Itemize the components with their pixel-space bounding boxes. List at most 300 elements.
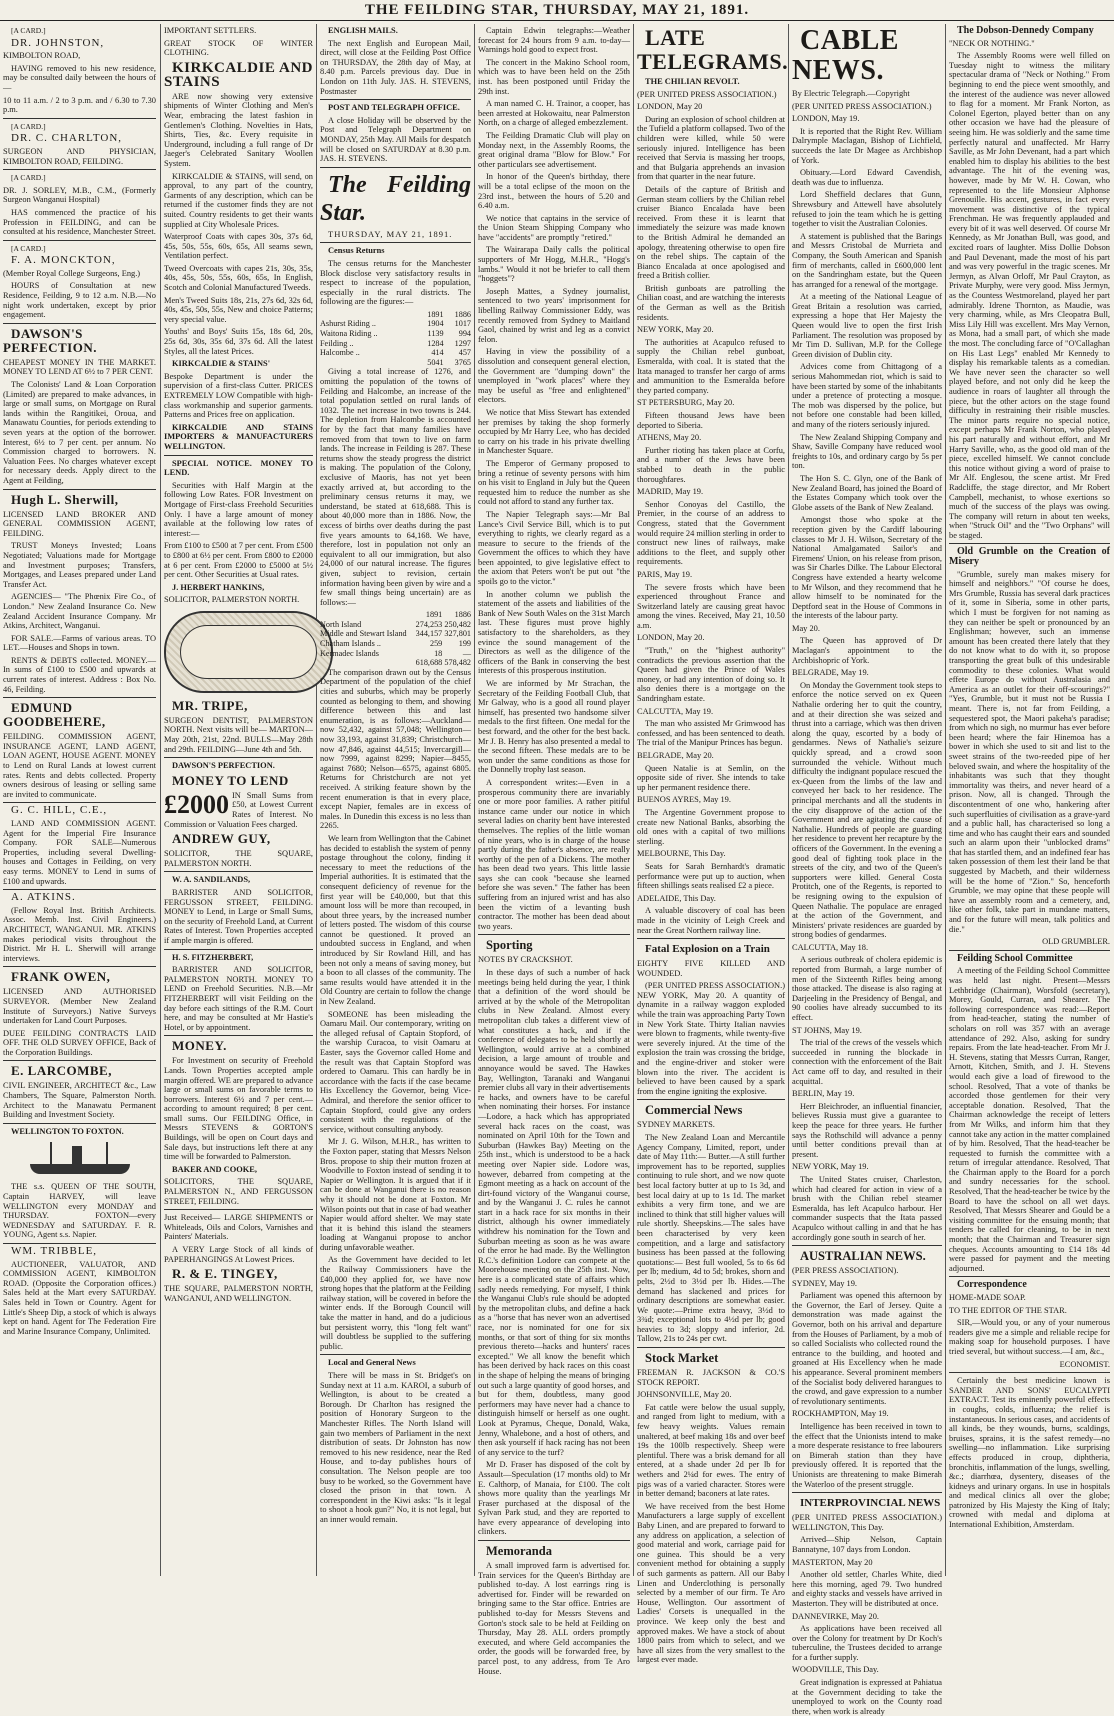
card-body: HAVING removed to his new residence, may be consulted daily between the hours of— xyxy=(3,63,156,92)
table-cell: 1886 xyxy=(454,610,471,620)
ad-subtitle: LICENSED LAND BROKER AND GENERAL COMMISSION AGENT, FEILDING. xyxy=(3,509,156,538)
table-cell: Halcombe .. xyxy=(320,348,360,358)
article-paragraph: Parliament was opened this afternoon by the Governor, the Earl of Jersey. Quite a demonstration was made against the Governor, both on his arrival and departure from the Houses of Parliament, by a mob of so called Socialists who collected round the entrance to the building, and hooted and groaned at His Excellency when he made his appearance. Several prominent members of the Socialist body delivered harangues to the crowd, and gave expression to a number of revolutionary sentiments. xyxy=(792,1291,942,1406)
ad-body: LICENSED AND AUTHORISED SURVEYOR. (Member New Zealand Institute of Surveyors.) Native Surveys undertaken for Land Court Purposes. xyxy=(3,987,156,1026)
ad-title: BAKER AND COOKE, xyxy=(172,1164,257,1174)
ad-body: Men's Tweed Suits 18s, 21s, 27s 6d, 32s 6d, 40s, 45s, 50s, 55s, New and choice Patterns; very special value. xyxy=(164,295,313,324)
ad-body: DUEE FEILDING CONTRACTS LAID OFF. THE OLD SURVEY OFFICE, Back of the Corporation Buildings. xyxy=(3,1028,156,1057)
article-paragraph: Seats for Sarah Bernhardt's dramatic performance were put up to auction, when fifteen shillings seats realised £2 a piece. xyxy=(637,861,785,891)
article-paragraph: Further rioting has taken place at Corfu, and a number of the Jews have been stabbed to death in the public thoroughfares. xyxy=(637,445,785,484)
article-paragraph: A small improved farm is advertised for. Train services for the Queen's Birthday are published to-day. A lost earrings ring is advertised for. Finder will be rewarded on bringing same to the Star office. Entries are published to-day for Messrs Stevens and Gorton's stock sale to be held at Feilding on Thursday, May 28. ALL orders promptly executed, and where Geld accompanies the order, the goods will be forwarded free, by parcel post, to any address, from Te Aro House. xyxy=(478,1561,630,1676)
section-heading: The Dobson-Dennedy Company xyxy=(957,25,1094,36)
article-paragraph: Great indignation is expressed at Pahiatua at the Government deciding to take the unemployed to work on the County road there, when work is already xyxy=(792,1678,942,1716)
section-subheading: NOTES BY CRACKSHOT. xyxy=(478,955,573,965)
dateline: WOODVILLE, This Day. xyxy=(792,1665,879,1675)
article-paragraph: Giving a total increase of 1276, and omitting the population of the towns of Feilding and Halcombe, an increase of the total population settled on rural lands of 1032. The net increase in two towns is 244. The depletion from Halcombe is accounted for by the fact that many families have removed from that town to live on farm lands. The increase in Feilding is 287. These returns show the steady progress the district is making. The population of the Colony, exclusive of Maoris, has not yet been exactly arrived at, but according to the preliminary census returns it may, we understand, be stated at 618,688. This is about 40,000 more than in 1886. Now, the excess of births over deaths during the past five years amounts to 64,168. We have, therefore, lost in population not only an equivalent to all our immigration, but also 24,000 of our natural increase. The figures given, subject to revision, certain information having been given by wire and a few small things being uncertain) are as follows:— xyxy=(320,367,471,607)
ad-body: FEILDING. COMMISSION AGENT, INSURANCE AGENT, LAND AGENT, LOAN AGENT, HOUSE AGENT. MONEY to Lend on Rural Lands at lowest current rates. Rents and debts collected. Property owners desirous of leasing or selling same are invited to communicate. xyxy=(3,732,156,799)
article-paragraph: We are informed by Mr Strachan, the Secretary of the Feilding Football Club, that Mr Galway, who is a good all round player himself, has presented two handsome silver medals to the first fifteen. One medal for the best forward, and the other for the best back. Mr J. B. Henry has also presented a medal to the second fifteen. These medals are to be won under the same conditions as those for the Donnelly trophy last season. xyxy=(478,679,630,775)
section-subheading: By Electric Telegraph.—Copyright xyxy=(792,89,910,98)
article-paragraph: Certainly the best medicine known is SANDER AND SONS' EUCALYPTI EXTRACT. Test its eminently powerful effects in coughs, colds, influenza; the relief is instantaneous. In serious cases, and accidents of all kinds, be they wounds, burns, scaldings, bruises, sprains, it is the safest remedy—no swelling—no inflammation. Like surprising effects produced in croup, diphtheria, bronchitis, inflammation of the lungs, swelling, &c.; diarrhœa, dysentery, diseases of the kidneys and urinary organs. In use in hospitals and medical clinics all over the globe; patronized by His Majesty the King of Italy; crowned with medal and diploma at International Exhibition, Amsterdam. xyxy=(949,1376,1110,1530)
article-paragraph: SOMEONE has been misleading the Oamaru Mail. Our contemporary, writing on the alleged refusal of Captain Stopford, of the warship Curacoa, to visit Oamaru at Easter, says the Governor called Home and the result was that Captain Stopford was ordered to Oamaru. This can hardly be in accordance with the facts if the case became His Excellency the Governor, being Vice-Admiral, and therefore the senior officer to Captain Stopford, could give any orders consistent with the regulations of the service, without consulting anybody. xyxy=(320,1009,471,1134)
article-paragraph: Another old settler, Charles White, died here this morning, aged 79. Two hundred and eighty stacks and vessels have arrived in Masterton. They will be distributed at once. xyxy=(792,1570,943,1608)
ad-title: FRANK OWEN, xyxy=(11,969,111,985)
table-cell: 1284 xyxy=(427,338,444,348)
section-heading: LATE TELEGRAMS. xyxy=(637,25,789,74)
divider xyxy=(164,949,313,950)
ad-body: Tweed Overcoats with capes 21s, 30s, 35s, 40s, 45s, 50s, 55s, 60s, 65s, In English, Scotch and Colonial Manufactured Tweeds. xyxy=(164,263,313,293)
ad-body: KIRKCALDIE & STAINS, will send, on approval, to any part of the country, Garments of any description, which can be returned if the customer finds they are not suited. Country residents to get their wants supplied at City Wholesale Prices. xyxy=(164,171,313,229)
dateline: BELGRADE, May 19. xyxy=(792,668,869,678)
ad-title: KIRKCALDIE AND STAINS xyxy=(164,59,313,90)
ad-subtitle: SOLICITOR, PALMERSTON NORTH. xyxy=(164,595,300,605)
article-paragraph: The Napier Telegraph says:—Mr Bal Lance's Civil Service Bill, which is to put everything to rights, we clearly regard as a measure to secure to the friends of the Government the offices to which they have been appointed, to give legislative effect to the axiom that Peters won't be put out "the spoils go to the victor." xyxy=(478,509,630,587)
table-row xyxy=(320,620,471,630)
ad-title: KIRKCALDIE AND STAINS IMPORTERS & MANUFACTURERS WELLINGTON. xyxy=(164,422,313,451)
column-rule xyxy=(160,24,161,1576)
card-body: HAS commenced the practice of his Profession in FEILDING, and can be consulted at his residence, Manchester Street. xyxy=(3,207,156,237)
article-paragraph: Details of the capture of British and German steam colliers by the Chilian rebel cruiser Bianco Encalada have been received. From these it is learnt that immediately the seizure was made known to the British Admiral he demanded an apology, threatening otherwise to open fire on the rebel ships. The captain of the Bianco Encalada at once apologised and freed a British collier. xyxy=(637,184,785,281)
table-cell: 1904 xyxy=(427,319,444,329)
divider xyxy=(320,167,471,168)
dateline: ADELAIDE, This Day. xyxy=(637,893,716,903)
ad-body: BARRISTER AND SOLICITOR, FERGUSSON STREET, FEILDING. MONEY to Lend, in Large or Small Sums, on the security of Freehold Land, at Current Rates of Interest. Town Properties accepted if ample margin is offered. xyxy=(164,888,313,945)
divider xyxy=(3,1123,156,1124)
dateline: DANNEVIRKE, May 20. xyxy=(792,1611,879,1621)
paper-title: The Feilding Star. xyxy=(320,171,471,226)
divider xyxy=(949,1276,1110,1277)
dateline: BUENOS AYRES, May 19. xyxy=(637,795,731,805)
article-paragraph: It is reported that the Right Rev. William Dalrymple Maclagan, Bishop of Lichfield, succeeds the late Dr Magee as Archbishop of York. xyxy=(792,126,942,165)
column-6 xyxy=(792,25,943,1716)
article-paragraph: At a meeting of the National League of Great Britain a resolution was carried, expressing a hope that Her Majesty the Queen would live to open the first Irish Parliament. The resolution was proposed by Mr Tim D. Sullivan, M.P. for the College Green division of Dublin city. xyxy=(792,292,942,359)
dateline: CALCUTTA, May 19. xyxy=(637,706,714,716)
divider xyxy=(792,1245,942,1246)
table-cell: 618,688 xyxy=(415,658,443,668)
article-paragraph: A statement is published that the Barings and Messrs Cristobal de Murrieta and Company, the South American and Spanish firm of merchants, called in £600,000 lent on the Sandringham estate, but the Queen has arranged for a renewal of the mortgage. xyxy=(792,231,942,289)
article-paragraph: Queen Natalie is at Semlin, on the opposite side of river. She intends to take up her permanent residence there. xyxy=(637,763,785,792)
divider xyxy=(164,871,313,872)
ad-title: WELLINGTON TO FOXTON. xyxy=(11,1126,124,1136)
ad-title: SPECIAL NOTICE. MONEY TO LEND. xyxy=(164,458,313,478)
card-name: F. A. MONCKTON, xyxy=(11,254,116,267)
dateline: ST PETERSBURG, May 20. xyxy=(637,398,735,408)
article-paragraph: On Monday the Government took steps to enforce the notice served on ex Queen Nathalie ordering her to quit the country, and at their direction she was seized and thrust into a carriage, which was then driven along the quay, escorted by a body of gendarmes. News of Nathalie's seizure quickly spread, and a crowd soon surrounded the vehicle. Without much difficulty the indignant populace rescued the ex-Queen from the limbs of the law and conveyed her back to her residence. The principal merchants and all the students in the city disapprove of the action of the Government and are agitating the cause of Nathalie. Hundreds of people are guarding her residence to prevent her recapture by the officers of the Government. In the evening a good deal of fighting took place in the streets of the city, and two of the Queen's supporters were killed. General Costa Protitch, one of the Regents, is reported to be resigning owing to the expulsion of Queen Nathalie. The populace are enraged at the action of the Government, and Ministers' private residences are guarded by strong bodies of gendarmes. xyxy=(792,680,942,940)
dentures-illustration xyxy=(164,611,333,693)
dateline: ATHENS, May 20. xyxy=(637,433,702,443)
article-paragraph: The trial of the crews of the vessels which succeeded in running the blockade in connection with the enforcement of the Bait Act came off to day, and resulted in their acquittal. xyxy=(792,1038,942,1086)
article-paragraph: Captain Edwin telegraphs:—Weather forecast for 24 hours from 9 a.m. to-day— Warnings hold good to expect frost. xyxy=(478,26,630,55)
table-cell: — xyxy=(462,648,471,658)
divider xyxy=(3,966,156,967)
dateline: ROCKHAMPTON, May 19. xyxy=(792,1409,889,1419)
article-paragraph: Joseph Mattes, a Sydney journalist, sentenced to two years' imprisonment for libelling Railway Commissioner Eddy, was recently removed from Sydney to Maitland Gaol, chained by wrist and leg as a convict felon. xyxy=(478,286,630,344)
card-address: SURGEON AND PHYSICIAN, KIMBOLTON ROAD, FEILDING. xyxy=(3,146,156,166)
article-paragraph: The comparison drawn out by the Census Department of the population of the chief cities and suburbs, which may be properly counted as belonging to them, and showing difference between this and last enumeration, is as follows:—Auckland—now 52,432, against 57,048; Wellington—now 33,193, against 31,839; Christchurch—now 47,846, against 44,515; Invercargill—now 7999, against 8299; Napier—8455, against 7680; Nelson—6575, against 6805. Returns for Christchurch are not yet received. A striking feature shown by the recent enumeration is that in every place, except Napier, females are in excess of males. In Dunedin this excess is no less than 2265. xyxy=(320,667,471,831)
ad-body: The Colonists' Land & Loan Corporation (Limited) are prepared to make advances, in large or small sums, on Mortgage on Rural lands within the Rangitikei, Oroua, and Manawatu Counties, for periods extending to seven years at the option of the borrower. Interest, 6½ to 7 per cent. per annum. No Commission charged to borrowers. N. Valuation Fees. No charges whatever except for necessary deeds. Apply direct to the Agent at Feilding, xyxy=(3,380,156,485)
divider xyxy=(320,1354,471,1355)
card-name: DR. JOHNSTON, xyxy=(11,36,105,49)
table-cell: Chatham Islands .. xyxy=(320,639,381,649)
article-paragraph: During an explosion of school children at the Tufield a platform collapsed. Two of the children were killed, while 50 were seriously injured. Intelligence has been received that Servia is massing her troops, and that Bulgaria apprehends an invasion from that quarter in the near future. xyxy=(637,114,785,182)
dateline: MELBOURNE, This Day. xyxy=(637,849,726,859)
ad-title: A. ATKINS. xyxy=(11,891,76,904)
dateline: JOHNSONVILLE, May 20. xyxy=(637,1390,732,1400)
agency-credit: (PER UNITED PRESS ASSOCIATION.) xyxy=(792,101,932,111)
column-rule xyxy=(788,24,789,1576)
table-cell: 250,482 xyxy=(444,619,471,629)
masthead: THE FEILDING STAR, THURSDAY, MAY 21, 1891. xyxy=(0,0,1114,21)
article-paragraph: In these days of such a number of hack meetings being held during the year, I think that a definition of the word should be arrived at by the whole of the Metropolitan clubs in New Zealand. Almost every metropolitan club takes a different view of what constitutes a hack, and if the conference of delegates to be held shortly at Wellington, would arrive at a combined decision, a large amount of trouble and annoyance would be saved. The Hawkes Bay, Wellington, Taranaki and Wanganui premier clubs all vary in their advertisements re hacks, and owners have to be careful when nominating their horses. For instance—Lodore, a hack which has appropriated several hack races on the coast, was nominated on April 10th for the Town and Suburban (Hawkes Bay) Meeting on the 25th inst., which is understood to be a hack meeting over Napier side. Lodore was, however, debarred from competing at the Egmont meeting as a hack on account of the dirt-found victory of the Wanganui course, and by the Wanganui J. C. rules he cannot start in a hack race for six months in their district, although his owner immediately withdrew his nomination for the Town and Suburban meeting as soon as he was aware of the error he had made. By the Wellington R.C.'s definition Lodore can compete at the Moorehouse meeting on the 25th inst. Now, here is a complicated state of affairs which sadly needs remedying. For myself, I think the Wanganui Club's rule should be adopted by the metropolitan clubs, and define a hack as a "horse that has never won an advertised race, nor is nominated for one for six months, or that sort of thing for six months previous thereto—hacks and hunters' races excepted." We all know the benefit which has been derived by hack races on this coast in the shape of helping the means of bringing out such a large quantity of good horses, and but for them, doubtless, many good performers may have never had a chance to distinguish himself or herself as one ought. Look at Pyramus, Cheque, Donald, Waka, Jenny, Whalebone, and a host of others, and then ask yourself if hack racing has not been of any service to the turf? xyxy=(478,968,630,1457)
table-cell: 1017 xyxy=(454,319,471,329)
article-paragraph: A meeting of the Feilding School Committee was held last night. Present—Messrs Lethbridge (Chairman), Worsfold (secretary), Morey, Gould, Curran, and Shearer. The following correspondence was read:—Report from head-teacher, stating the number of scholars on roll was 357 with an average attendance of 292. Also, asking for sundry repairs. From the late head-teacher. From Mr J. H. Stevens, stating that Messrs Curran, Ranger, Arnott, Kitchen, Smith, and J. H. Stevens would each give a load of firewood to the school. Resolved, That a vote of thanks be accorded those gentlemen for their very acceptable donation. Resolved, That the Chairman acknowledge the receipt of letters from Mr Wilks, and inform him that they cannot take any action in the matter complained of by him. Resolved, That the head-teacher be requested to furnish the committee with a return of irregular attendance. Resolved, That the Chairman apply to the Board for a porch and sundry necessaries for the school. Resolved, That the head-teacher be twice by the Board to have the school on all wet days. Resolved, That Messrs Shearer and Gould be a visiting committee for the ensuing month; that tenders be called for cleaning, to be in next month; that the Chairman and Treasurer sign cheques. Accounts amounting to £14 18s 4d were passed for payment and the meeting adjourned. xyxy=(949,966,1110,1273)
article-paragraph: Fifteen thousand Jews have been deported to Siberia. xyxy=(637,411,785,430)
table-cell: 1886 xyxy=(454,309,471,319)
column-rule xyxy=(316,24,317,1576)
divider xyxy=(478,934,630,935)
divider xyxy=(949,1372,1110,1373)
article-paragraph: "Grumble, surely man makes misery for himself and neighbors." "Of course he does, Mrs Grumble, Russia has several dark practices of it, some in Siberia, some in other parts, which I must be forgiven for not naming as they can neither be spelt or pronounced by an Englishman; however, such an immense amount has been created there lately that they do not know what to do with it, so propose transporting the great bulk of this undesirable commodity to these colonies. What would effete Europe do without Australasia and America as an outlet for their off-scourings?" "Yes, Grumble, but it must not be Russia I meant. There is, not far from Feilding, a sequestered spot, the Maori pakeha's paradise; from which no sigh, no murmur has ever before been heard; where the fair Hinemoa has a bower in which she used to sit and list to the sweet strains of the two-reeded pipe of her beloved swain, and where the hospitality of the inhabitants was such that they thought immortality was theirs, and never heard of a prison. Now, all is changed. Through the discontentment of one who, hankering after such superfluities of civilisation as a grave-yard and a public hall, has characterised so long a time and who has caught their ears and sounded such an alarm upon their "unblocked drams" that has startled them, and an indefined fear has taken possession of them lest their land be that suggested by Macbeth, and their wilderness will be the home of "Zion." So, henceforth Grumble, we may opine that these people will have an assembly room and a cemetery, and, like other folk, take part in mundane matters, and for the future will mean, talk politics and die." xyxy=(949,569,1110,934)
agency-credit: (PER PRESS ASSOCIATION). xyxy=(792,1266,899,1276)
ad-body: A VERY Large Stock of all kinds of PAPERHANGINGS At Lowest Prices. xyxy=(164,1245,313,1264)
table-row xyxy=(320,329,471,339)
card-body: HOURS of Consultation at new Residence, Feilding, 9 to 12 a.m. N.B.—No night work undertaken, except by prior engagement. xyxy=(3,281,156,320)
article-paragraph: The Assembly Rooms were well filled on Tuesday night to witness the military spectacular drama of "Neck or Nothing." From beginning to end the piece went smoothly, and the interest of the audience was never allowed to flag for a moment. Mr Frank Norton, as Colonel Egerton, played better than on any other occasion we have had the pleasure of seeing him. He was soldierly and the same time perfectly natural and unaffected. Mr Harry Saville, as Mr John Devenant, had a part which enabled him to display his abilities to the best advantage. The hit of the evening was, however, made by Mr W. H. Cowan, who represented to the life Monsieur Alphonse Grenouille. His accent, gestures, in fact every movement was distinctive of the typical Frenchman. He was frequently applauded and every bit of it was well deserved. Of course Mr Kennedy, as Mr Jonathan Bull, was good, and excited roars of laughter. Miss Dollie Dobson and Paul Devenant, made the most of his part and was very powerful in the tragic scenes. Mr Jermyn, as Alvan Orloff, Mr Paul Crayton, as Private Murphy, were very good. Miss Jermyn, as the Countess Westmoreland, played her part admirably. Idrene Thornton, as Maudie, was very charming, while, as Mrs Cleopatra Bull, Miss Lily Hill was excellent. Mrs May Vernon, as Mona, had a small part, of which she made the most. The concluding farce of "O'Callaghan on His Last Legs" enabled Mr Kennedy to display his remarkable talents as a comedian. We have never seen the character so well played before, and not only did he keep the audience in roars of laughter all through the piece, but the other actors on the stage found difficulty in restraining their risible muscles. The minor parts require no special notice, except perhaps Mr Frank Norton, who played his part naturally and without effort, and Mr Harry Saville, who, as the good old man of the piece, excelled himself. We cannot conclude this notice without giving a word of praise to Mr Alf. Englesou, the scene artist. Mr Fred Radcliffe, the stage director, and Mr Robert Campbell, mechanist, to whose exertions so much of the success of the plays was owing. The company will return in about ten weeks, when "Struck Oil" and the "Two Orphans" will be staged. xyxy=(949,51,1110,540)
section-heading: Commercial News xyxy=(645,1103,743,1118)
article-paragraph: The Emperor of Germany proposed to bring a retinue of seventy persons with him on his visit to England in July but the Queen requested him to reduce the number as she could not afford to stand any further tax. xyxy=(478,458,630,507)
article-paragraph: "Truth," on the "highest authority" contradicts the previous assertion that the Queen had given the Prince of Wales money, or had any intention of doing so. It also denies there is a mortgage on the Sandringham estate. xyxy=(637,646,785,704)
ad-title: DAWSON'S PERFECTION. xyxy=(3,325,97,355)
ad-body: For Investment on security of Freehold Lands. Town Properties accepted ample margin offered. WE are prepared to advance large or small sums on favorable terms to borrowers. Interest 6½ and 7 per cent.—according to amount required; 8 per cent. small sums. Our FEILDING Office, in Messrs STEVENS & GORTON'S Buildings, will be open on Court days and Sale days, but instructions left there at any time will be forwarded to Palmerston. xyxy=(164,1056,313,1162)
census-table xyxy=(320,610,471,668)
table-cell: 5041 xyxy=(427,357,444,367)
ad-body: AUCTIONEER, VALUATOR, AND COMMISSION AGENT, KIMBOLTON ROAD. (Opposite the Corporation offices.) Sales held at the Mart every SATURDAY. Sales held in Town or Country. Agent for Little's Sheep Dip, a stock of which is always kept on hand. Agent for The Federation Fire and Marine Insurance Company, Unlimited. xyxy=(3,1259,156,1336)
divider xyxy=(320,242,471,243)
table-cell: 18 xyxy=(434,648,443,658)
article-paragraph: The Queen has approved of Dr Maclagan's appointment to the Archbishopric of York. xyxy=(792,636,942,665)
dateline: LONDON, May 19. xyxy=(792,114,860,124)
ad-title: W. A. SANDILANDS, xyxy=(172,875,251,885)
article-paragraph: The Wairarapa Daily calls the political supporters of Mr Hogg, M.H.R., "Hogg's lambs." Would it not be briefer to call them "hoggets"? xyxy=(478,245,630,284)
table-cell: 1139 xyxy=(427,329,444,339)
notice-body: A close Holiday will be observed by the Post and Telegraph Department on MONDAY, 25th May. All Mails for despatch will be closed on SATURDAY at 8.30 p.m. JAS. H. STEVENS. xyxy=(320,115,471,164)
ad-title: MONEY. xyxy=(172,1038,227,1054)
article-paragraph: Amongst those who spoke at the reception given by the Cardiff labouring classes to Mr J. H. Wilson, Secretary of the National Amalgamated Sailor's and Firemens' Union, on his release from prison, was Sir Charles Dilke. The Labour Electoral Congress have extended a hearty welcome to Mr Wilson, and they recommend that he allow himself to be nominated for the Deptford seat in the House of Commons in the interests of the labour party. xyxy=(792,515,942,621)
table-cell: 578,482 xyxy=(444,658,471,668)
ad-body: Securities with Half Margin at the following Low Rates. FOR Investment on Mortgage of First-class Freehold Securities Only. I have a large amount of money available at the following low rates of interest:— xyxy=(164,480,313,538)
divider xyxy=(3,240,156,241)
table-cell: 994 xyxy=(458,329,471,339)
ad-body: THE s.s. QUEEN OF THE SOUTH, Captain HARVEY, will leave WELLINGTON every MONDAY and THURSDAY. FOXTON—every WEDNESDAY and SATURDAY. F. R. YOUNG, Agent s.s. Napier. xyxy=(3,1182,156,1240)
signature: ECONOMIST. xyxy=(1059,1359,1110,1369)
divider xyxy=(637,1347,785,1348)
table-cell xyxy=(320,610,414,620)
ad-body: Bespoke Department is under the supervision of a first-class Cutter. PRICES EXTREMELY LOW Compatible with high-class workmanship and superior garments. Patterns and Prices free on application. xyxy=(164,371,313,420)
article-paragraph: In honor of the Queen's birthday, there will be a total eclipse of the moon on the 23rd inst., between the hours of 5.20 and 6.40 a.m. xyxy=(478,172,630,211)
notice-title: ENGLISH MAILS. xyxy=(328,26,398,35)
ad-body: (Fellow Royal Inst. British Architects. Assoc. Memb. Inst. Civil Engineers.) ARCHITECT, WANGANUI. MR. ATKINS makes periodical visits throughout the District. Mr H. L. Sherwill will arrange interviews. xyxy=(3,905,156,963)
table-cell: Middle and Stewart Island xyxy=(320,629,407,639)
card-hours: 10 to 11 a.m. / 2 to 3 p.m. and / 6.30 to 7.30 p.m. xyxy=(3,95,156,115)
article-paragraph: We learn from Wellington that the Cabinet has decided to establish the system of penny postage throughout the colony, finding it necessary to meet the reductions of the Imperial authorities. It is estimated that the consequent deficiency of revenue for the first year will be £40,000, but that this amount loss will be more than recouped, in about three years, by the increased number of letters posted. The wisdom of this course cannot be questioned. It proved an undoubted success in England, and when introduced by Sir Rowland Hill, and has been not only a means of saving money, but a boon to all classes of the community. The same results would have attended it in the Old Country are certain to follow the change in New Zealand. xyxy=(320,833,471,1007)
card-tag: [A CARD.] xyxy=(11,243,46,253)
ad-body: Just Received— LARGE SHIPMENTS or Whiteleads, Oils and Colors, Varnishes and Painters' Materials. xyxy=(164,1213,313,1242)
ad-subtitle: THE SQUARE, PALMERSTON NORTH, WANGANUI, AND WELLINGTON. xyxy=(164,1284,313,1303)
article-paragraph: As the Government have decided to let the Railway Commissioners have the £40,000 they applied for, we have now strong hopes that the platform at the Feilding railway station, will be covered in before the winter ends. If the Borough Council will take the matter in hand, and do a judicious but persistent worry, this "long felt want" will doubtless be supplied to the suffering public. xyxy=(320,1255,471,1351)
section-heading: Stock Market xyxy=(645,1351,719,1366)
divider xyxy=(949,950,1110,951)
dateline: NEW YORK, May 20. xyxy=(637,325,714,335)
article-paragraph: The census returns for the Manchester Block disclose very satisfactory results in respect to increase of the population, especially in the rural districts. The following are the figures:— xyxy=(320,258,471,307)
signature: OLD GRUMBLER. xyxy=(1042,937,1110,947)
ad-body: CIVIL ENGINEER, ARCHITECT &c., Law Chambers, The Square, Palmerston North. Architect to the Manawatu Permanent Building and Investment Society. xyxy=(3,1081,156,1120)
section-heading: AUSTRALIAN NEWS. xyxy=(800,1249,926,1264)
ad-body: From £100 to £500 at 7 per cent. From £500 to £800 at 6½ per cent. From £800 to £2000 at 6 per cent. From £2000 to £5000 at 5½ per cent. Other Securities at Usual rates. xyxy=(164,541,313,580)
section-subheading: THE CHILIAN REVOLT. xyxy=(645,77,740,86)
table-cell: Waitona Riding .. xyxy=(320,329,378,339)
table-row xyxy=(320,658,471,668)
divider xyxy=(637,1099,785,1100)
dateline: ST JOHNS, May 19. xyxy=(792,1025,862,1035)
divider xyxy=(164,455,313,456)
section-subheading: SYDNEY MARKETS. xyxy=(637,1120,715,1130)
article-paragraph: Fat cattle were below the usual supply, and ranged from light to medium, with a few heavy weights. Values remain unaltered, at beef making 18s and over beef 19s the 100lb respectively. Sheep were plentiful. There was a brisk demand for all entered, at a shade under 2d per lb for wethers and 2¼d for ewes. The entry of pigs was of a varied character. Stores were in better demand; baconers at late rates. xyxy=(637,1402,785,1499)
ad-title: MONEY TO LEND xyxy=(172,772,289,788)
money-amount: £2000 xyxy=(164,789,229,819)
column-7 xyxy=(949,26,1110,1574)
ad-body: AGENCIES— "The Phœnix Fire Co., of London." New Zealand Insurance Co. New Zealand Accident Insurance Company. Mr Atkins, Architect, Wanganui. xyxy=(3,592,156,631)
card-tag: [A CARD.] xyxy=(11,121,46,131)
table-cell xyxy=(320,658,414,668)
table-cell: North Island xyxy=(320,619,362,629)
notice-title: POST AND TELEGRAPH OFFICE. xyxy=(328,103,460,113)
article-heading: Local and General News xyxy=(328,1358,416,1368)
ad-title: Hugh L. Sherwill, xyxy=(11,491,119,507)
article-paragraph: As applications have been received all over the Colony for treatment by Dr Koch's tuberculine, the Trustees decided to arrange for a further supply. xyxy=(792,1624,942,1662)
column-rule xyxy=(474,24,475,1576)
section-subheading: EIGHTY FIVE KILLED AND WOUNDED. xyxy=(637,959,785,978)
ad-title: WM. TRIBBLE, xyxy=(11,1245,98,1257)
article-paragraph: Senhor Conoyas del Castillo, the Premier, in the course of an address to Congress, stated that the Government would require 24 million sterling in order to construct new lines of railways, make additions to the fleet, and supply other requirements. xyxy=(637,499,785,567)
article-paragraph: The New Zealand Loan and Mercantile Agency Company, Limited, report, under date of May 11th:— Butter.—A still further improvement has to be reported, supplies continuing to rule short, and we now quote best local factory butter at up to 1s 3d, and best local dairy at up to 1s 1d. The market exhibits a very firm tone, and we are inclined to think that still higher values will rule shortly. Sheepskins.—The sales have been characterised by very keen competition, and a large and satisfactory business has been passed at the following quotations:— Best full wooled, 5s to 6s 6d per lb; medium, 4d to 5d; brokes, shorn and pelts, 2½d to 3½d per lb. Hides.—The demand has slackened and prices for ordinary descriptions are somewhat easier. We quote:—Prime extra heavy, 3½d to 3¾d; exceptional lots to 4½d per lb; good heavies to 3d; sloppy and inferior, 2d. Tallow, 21s to 24s per cwt. xyxy=(637,1133,785,1344)
steamship-icon xyxy=(20,1140,140,1178)
dateline: LONDON, May 20. xyxy=(637,633,705,643)
column-rule xyxy=(945,24,946,1576)
article-paragraph: We notice that Miss Stewart has extended her premises by taking the shop formerly occupied by Mr Harry Lee, who has decided to carry on his trade in his private dwelling in Manchester Square. xyxy=(478,407,630,456)
ad-title: EDMUND GOODBEHERE, xyxy=(3,700,106,730)
ad-title: KIRKCALDIE & STAINS' xyxy=(172,359,271,369)
dateline: BELGRADE, May 20. xyxy=(637,751,714,760)
dateline: BERLIN, May 19. xyxy=(792,1089,855,1099)
divider xyxy=(164,757,313,758)
table-row xyxy=(320,610,471,620)
ad-body: FOR SALE.—Farms of various areas. TO LET.—Houses and Shops in town. xyxy=(3,633,156,653)
table-cell xyxy=(320,310,416,320)
section-heading: CABLE NEWS. xyxy=(792,25,899,86)
table-row xyxy=(320,319,471,329)
table-cell: Feilding .. xyxy=(320,338,354,348)
dateline: MASTERTON, May 20 xyxy=(792,1557,873,1567)
divider xyxy=(164,1209,313,1210)
agency-credit: (PER UNITED PRESS ASSOCIATION.) xyxy=(637,89,777,99)
column-3 xyxy=(320,26,471,1574)
column-4 xyxy=(478,26,630,1676)
divider xyxy=(637,938,785,939)
table-cell: 1891 xyxy=(425,610,443,620)
ad-title: G. C. HILL, C.E., xyxy=(11,804,108,817)
ad-body: BARRISTER AND SOLICITOR, PALMERSTON NORTH. MONEY TO LEND on Freehold Securities. N.B.—Mr FITZHERBERT will visit Feilding on the day before each sittings of the R.M. Court here, and may be consulted at Mr Hastie's Hotel, or by appointment. xyxy=(164,965,313,1032)
divider xyxy=(320,99,471,100)
ad-subtitle: SOLICITORS, THE SQUARE, PALMERSTON N., AND FERGUSSON STREET, FEILDING. xyxy=(164,1177,313,1206)
card-name: DR. C. CHARLTON, xyxy=(11,132,123,145)
card-address: KIMBOLTON ROAD, xyxy=(3,51,81,61)
table-cell: 1891 xyxy=(427,309,444,319)
ad-title: MR. TRIPE, xyxy=(172,697,248,713)
article-paragraph: We have received from the best Home Manufacturers a large supply of excellent Baby Linen, and are prepared to forward to any address on application, a selection of good material and work, carriage paid for one guinea. This should be a very convenient method for obtaining a supply of such garments as pattern. All our Baby Linen and Underclothing is personally selected by a member of our firm. Te Aro House, Wellington. Our assortment of Ladies' Corsets is unequalled in the province. We keep only the best and approved makes. We have a stock of about 1800 pairs from which to select, and we have all sizes from the very smallest to the largest ever made. xyxy=(637,1501,785,1665)
ad-body: TRUST Moneys Invested; Loans Negotiated; Valuations made for Mortgage and Investment purposes; Transfers, Mortgages, and Leases prepared under Land Transfer Act. xyxy=(3,541,156,589)
table-row xyxy=(320,348,471,358)
section-heading: Correspondence xyxy=(957,1279,1027,1291)
dateline: PARIS, May 19. xyxy=(637,569,693,579)
divider xyxy=(3,489,156,490)
article-paragraph: (PER UNITED PRESS ASSOCIATION.) NEW YORK, May 20. A quantity of dynamite in a railway waggon exploded while the train was approaching Party Town in New York State. Thirty Italian navvies were blown to fragments, while twenty-five were severely injured. At the time of the explosion the train was crossing the bridge, and the engine-driver and stoker were blown into the river. The accident is believed to have been caused by a spark from the engine igniting the explosive. xyxy=(637,981,785,1096)
article-paragraph: Advices come from Chittagong of a serious Mahommedan riot, which is said to have been started by some of the inhabitants under a pretence of protecting a mosque. The mob was dispersed by the police, but not before one constable had been killed, and many of the rioters seriously injured. xyxy=(792,362,942,429)
ad-body: LAND AND COMMISSION AGENT. Agent for the Imperial Fire Insurance Company. FOR SALE—Numerous Properties, including several Dwelling-houses and Cottages in Feilding, on very easy terms. MONEY to Lend in sums of £100 and upwards. xyxy=(3,819,156,886)
article-paragraph: We notice that captains in the service of the Union Steam Shipping Company who have "accidents" are promptly "retired." xyxy=(478,213,630,242)
ad-body: RENTS & DEBTS collected. MONEY.—In sums of £100 to £500 and upwards at current rates of interest. Address : Box No. 46, Feilding. xyxy=(3,655,156,694)
census-table xyxy=(320,310,471,368)
table-cell: 457 xyxy=(458,348,471,358)
table-row xyxy=(320,339,471,349)
table-row xyxy=(320,629,471,639)
article-paragraph: The severe frosts which have been experienced throughout France and Switzerland lately are causing great havoc among the vines. Received, May 21, 10.50 a.m. xyxy=(637,582,785,630)
section-subheading: FREEMAN R. JACKSON & CO.'S STOCK REPORT. xyxy=(637,1368,785,1387)
section-heading: INTERPROVINCIAL NEWS xyxy=(800,1497,941,1510)
divider xyxy=(3,1060,156,1061)
ad-heading: IMPORTANT SETTLERS. xyxy=(164,26,257,35)
table-cell: Kermadec Islands xyxy=(320,648,379,658)
ad-body: ARE now showing very extensive shipments of Winter Clothing and Men's Wear, embracing the latest fashion in Gentlemen's Clothing. Novelties in Hats, Shirts, Ties, &c. Every requisite in Underground, including a full range of Dr Jaeger's Celebrated Sanitary Woollen System. xyxy=(164,91,313,168)
dateline: MADRID, May 19. xyxy=(637,487,704,497)
agency-credit: (PER UNITED PRESS ASSOCIATION.) WELLINGTON, This Day. xyxy=(792,1513,942,1532)
ad-subtitle: CHEAPEST MONEY IN THE MARKET. MONEY TO LEND AT 6½ to 7 PER CENT. xyxy=(3,357,156,377)
dateline: SYDNEY, May 19. xyxy=(792,1278,857,1288)
ad-body: IN Small Sums from £50, at Lowest Current Rates of Interest. No Commission or Valuation Fees charged. xyxy=(164,790,313,829)
article-paragraph: A man named C. H. Trainor, a cooper, has been arrested at Hokowaitu, near Palmerston North, on a charge of alleged embezzlement. xyxy=(478,99,630,128)
table-row xyxy=(320,639,471,649)
column-1 xyxy=(3,26,156,1574)
article-paragraph: Mr J. G. Wilson, M.H.R., has written to the Foxton paper, stating that Messrs Nelson Bros. propose to ship their mutton frozen at Woodville to Foxton instead of sending it to Napier or Wellington. It is argued that if it can be done at Wanganui there is no reason why it should not be done at Foxton. Mr Wilson points out that in case of bad weather Napier would afford shelter. We may state that it is behind this island the steamers loading at Wanganui propose to anchor during unfavorable weather. xyxy=(320,1137,471,1252)
article-paragraph: Arrived—Ship Nelson, Captain Bannatyne, 107 days from London. xyxy=(792,1535,942,1554)
card-tag: [A CARD.] xyxy=(11,26,46,35)
article-paragraph: Mr D. Fraser has disposed of the colt by Assault—Speculation (17 months old) to Mr E. Calthorp, of Manaia, for £100. The colt shows more quality than the yearlings Mr Fraser purchased at the disposal of the Sylvan Park stud, and they are reported to have every appearance of developing into clinkers. xyxy=(478,1460,630,1537)
table-cell: 274,253 xyxy=(415,619,443,629)
article-paragraph: There will be mass in St. Bridget's on Sunday next at 11 a.m. KAROI, a suburb of Wellington, is about to be created a Borough. Dr Charlton has resigned the position of Honorary Surgeon to the Manchester Rifles. The North Island will gain two members of Parliament in the next distribution of seats. Dr Johnston has now removed to his new residence, near the Red House, and to-day publishes hours of consultation. The Nelson people are too busy to be worked, so the Government have closed the prison in that town. A correspondent in the Kiwi asks: "Is it legal to shoot a hook gun?" No, it is not legal, but an inner would remain. xyxy=(320,1371,471,1524)
divider xyxy=(3,802,156,803)
divider xyxy=(3,1243,156,1244)
table-row xyxy=(320,310,471,320)
article-paragraph: Herr Bleichroder, an influential financier, believes Russia must give a guarantee to keep the peace for three years. He further says the Rothschild will advance a penny until better conditions prevail than at present. xyxy=(792,1101,942,1159)
card-tag: [A CARD.] xyxy=(11,173,46,183)
article-paragraph: Having in view the possibility of a dissolution and consequent general election, the Government are "dumping down" the unemployed in "work places" where they may be useful as "free and enlightened" electors. xyxy=(478,347,630,405)
article-paragraph: A valuable discovery of coal has been made in the vicinity of Leigh Creek and near the Great Northern railway line. xyxy=(637,906,785,935)
table-cell: 259 xyxy=(429,639,443,649)
ad-subtitle: SOLICITOR, THE SQUARE, PALMERSTON NORTH. xyxy=(164,849,313,868)
table-row xyxy=(320,358,471,368)
divider xyxy=(949,543,1110,544)
article-paragraph: The Argentine Government propose to create new National Banks, absorbing the old ones with a capital of two millions sterling. xyxy=(637,807,785,846)
article-paragraph: Intelligence has been received in town to the effect that the Unionists intend to make a more desperate resistance to free labourers on Bimerah station than they have previously offered. It is reported that the Unionists are threatening to make Bimerah the Waterloo of the present struggle. xyxy=(792,1422,942,1489)
table-row xyxy=(320,649,471,659)
ad-body: Youths' and Boys' Suits 15s, 18s 6d, 20s, 25s 6d, 30s, 35s 6d, 37s 6d. All the latest Styles, all the latest Prices. xyxy=(164,327,313,356)
divider xyxy=(164,1035,313,1036)
article-paragraph: The Feilding Dramatic Club will play on Monday next, in the Assembly Rooms, the great original drama "Blow for Blow." For other particulars see advertisement. xyxy=(478,130,630,169)
table-cell xyxy=(320,358,416,368)
ad-body: SURGEON DENTIST, PALMERSTON NORTH. Next visits will be— MARTON—May 20th, 21st, 22nd. BULLS—May 28th and 29th. FEILDING—June 4th and 5th. xyxy=(164,715,313,754)
ad-title: ANDREW GUY, xyxy=(172,831,271,847)
table-cell: 414 xyxy=(431,348,444,358)
article-paragraph: In another column we publish the statement of the assets and liabilities of the Bank of New South Wales on the 31st March last. These figures must prove highly satisfactory to the shareholders, as they evince the sound management of the Directors as well as the diligence of the officers of the Bank in conserving the best interests of this prosperous institution. xyxy=(478,589,630,676)
article-paragraph: The United States cruiser, Charleston, which had cleared for action in view of a brush with the Chilian rebel steamer Esmeralda, has left Acapulco harbour. Her commander suspects that the Itata passed Acapulco without calling in and that he has accordingly gone south in search of her. xyxy=(792,1174,942,1242)
dateline: NEW YORK, May 19. xyxy=(792,1162,869,1172)
article-paragraph: The authorities at Acapulco refused to supply the Chilian rebel gunboat, Esmeralda, with coal. It is stated that the Itata managed to transfer her cargo of arms and ammunition to the Esmeralda before they parted company. xyxy=(637,337,785,395)
article-paragraph: The Hon S. C. Glyn, one of the Bank of New Zealand Board, has joined the Board of the Estates Company which took over the Globe assets of the Bank of New Zealand. xyxy=(792,473,942,512)
section-heading: Feilding School Committee xyxy=(957,952,1073,964)
ad-title: DAWSON'S PERFECTION. xyxy=(172,761,275,771)
card-address: (Member Royal College Surgeons, Eng.) xyxy=(3,268,141,278)
article-paragraph: A correspondent writes:—Even in a prosperous community there are invariably one or more poor families. A rather pitiful instance came under our notice in which several ladies on charity bent have interested themselves. The replies of the little woman of nine years, who is in charge of the house partly during the father's absence, are really worthy of the pen of a Dickens. The mother has been dead two years. This little lassie says she can cook "because she learned before she was seven." The father has been suffering from an injured wrist and has also been the victim of a levanting bush contractor. The mother has been dead about two years. xyxy=(478,777,630,931)
ad-title: J. HERBERT HANKINS, xyxy=(172,582,265,592)
divider xyxy=(3,697,156,698)
article-paragraph: SIR,—Would you, or any of your numerous readers give me a simple and reliable recipe for making soap for household purposes. I have tried several, but without success.—I am, &c., xyxy=(949,1318,1110,1356)
divider xyxy=(3,323,156,324)
table-cell: 344,157 xyxy=(415,629,443,639)
divider xyxy=(3,169,156,170)
table-cell: 3765 xyxy=(454,357,471,367)
divider xyxy=(792,1492,942,1493)
section-subheading: HOME-MADE SOAP. xyxy=(949,1293,1026,1302)
ad-title: E. LARCOMBE, xyxy=(11,1063,112,1079)
divider xyxy=(3,889,156,890)
article-paragraph: The concert in the Makino School room, which was to have been held on the 25th inst. has been postponed until Friday the 29th inst. xyxy=(478,57,630,96)
ad-title: H. S. FITZHERBERT, xyxy=(172,952,254,962)
section-heading: Memoranda xyxy=(486,1544,552,1559)
section-heading: Fatal Explosion on a Train xyxy=(645,943,770,956)
section-subheading: "NECK OR NOTHING." xyxy=(949,38,1035,48)
article-paragraph: A serious outbreak of cholera epidemic is reported from Burmah, a large number of men of the Sixteenth Rifles being among those attacked. The disease is also raging at Darjeeling in the Presidency of Bengal, and 90 coolies have already succumbed to its effect. xyxy=(792,955,942,1023)
article-paragraph: The New Zealand Shipping Company and Shaw, Saville Company have reduced wool freights to 10s, and ordinary cargo by 5s per ton. xyxy=(792,432,942,471)
dateline: CALCUTTA, May 18. xyxy=(792,942,869,952)
article-paragraph: Lord Sheffield declares that Gunn, Shrewsbury and Attewell have absolutely refused to join the team which he is getting together to visit the Australian Colonies. xyxy=(792,190,942,229)
notice-body: The next English and European Mail, direct, will close at the Feilding Post Office on THURSDAY, the 28th day of May, at 8.40 p.m. Parcels previous day. Due in London on 11th July. JAS. H. STEVENS, Postmaster xyxy=(320,38,471,96)
dateline: LONDON, May 20 xyxy=(637,102,703,112)
column-2 xyxy=(164,26,313,1574)
table-cell: 1297 xyxy=(454,338,471,348)
table-cell: Ashurst Riding .. xyxy=(320,319,376,329)
letter-address: TO THE EDITOR OF THE STAR. xyxy=(949,1305,1067,1315)
divider xyxy=(478,1540,630,1541)
article-paragraph: British gunboats are patrolling the Chilian coast, and are watching the interests of the German as well as the British residents. xyxy=(637,283,785,322)
section-heading: Old Grumble on the Creation of Misery xyxy=(949,546,1110,568)
divider xyxy=(3,118,156,119)
article-heading: Census Returns xyxy=(328,246,385,256)
article-paragraph: The man who assisted Mr Grimwood has confessed, and has been sentenced to death. The trial of the Manipur Princes has begun. xyxy=(637,719,785,748)
dateline: May 20. xyxy=(792,623,820,633)
article-paragraph: Obituary.—Lord Edward Cavendish, death was due to influenza. xyxy=(792,168,942,187)
table-cell: 327,801 xyxy=(444,629,471,639)
card-address: DR. J. SORLEY, M.B., C.M., (Formerly Surgeon Wanganui Hospital) xyxy=(3,185,156,205)
ad-title: R. & E. TINGEY, xyxy=(172,1266,278,1282)
column-rule xyxy=(633,24,634,1576)
